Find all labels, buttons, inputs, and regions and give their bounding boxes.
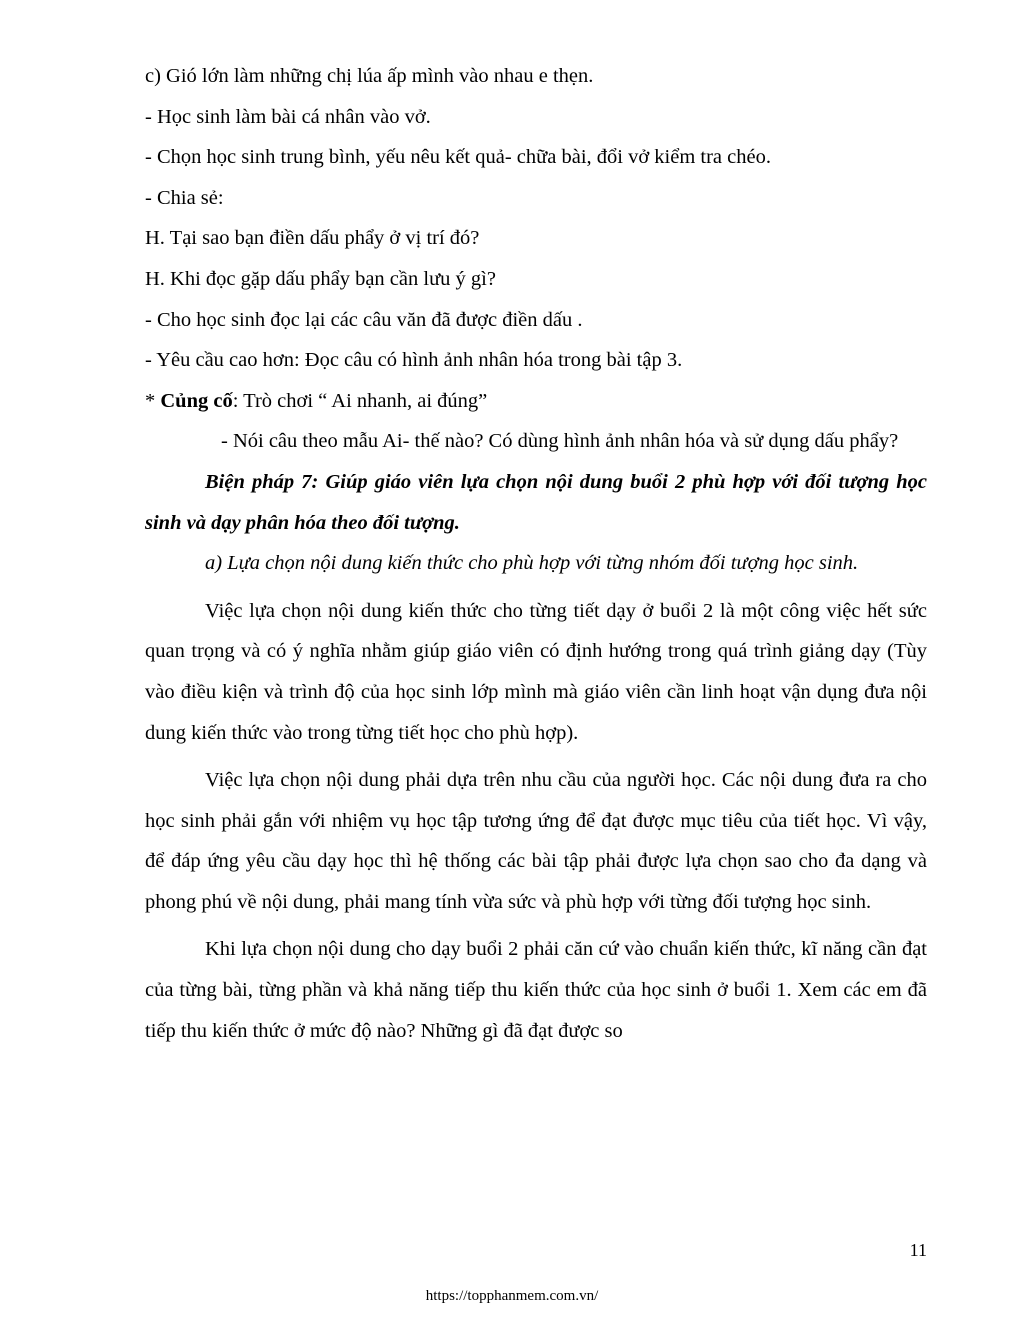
cungco-line: [145, 381, 927, 422]
text-line: H. Khi đọc gặp dấu phẩy bạn cần lưu ý gì?: [145, 267, 496, 290]
text-line: - Chọn học sinh trung bình, yếu nêu kết quả- chữa bài, đổi vở kiểm tra chéo.: [145, 146, 771, 169]
text-line: - Học sinh làm bài cá nhân vào vở.: [145, 105, 431, 128]
body-paragraph: Việc lựa chọn nội dung kiến thức cho từng tiết dạy ở buổi 2 là một công việc hết sức quan trọng và có ý nghĩa nhằm giúp giáo viên có định hướng trong quá trình giảng dạy (Tùy vào điều kiện và trình độ của học sinh lớp mình mà giáo viên cần linh hoạt vận dụng đưa nội dung kiến thức vào trong từng tiết học cho phù hợp).: [145, 599, 927, 744]
body-paragraph: Việc lựa chọn nội dung phải dựa trên nhu cầu của người học. Các nội dung đưa ra cho học sinh phải gắn với nhiệm vụ học tập tương ứng để đạt được mục tiêu của tiết học. Vì vậy, để đáp ứng yêu cầu dạy học thì hệ thống các bài tập phải được lựa chọn sao cho đa dạng và phong phú về nội dung, phải mang tính vừa sức và phù hợp với từng đối tượng học sinh.: [145, 769, 927, 913]
text-line: H. Tại sao bạn điền dấu phẩy ở vị trí đó?: [145, 227, 480, 250]
document-body: [145, 56, 927, 1051]
footer-url[interactable]: https://topphanmem.com.vn/: [425, 1288, 599, 1304]
cungco-prefix: *: [145, 389, 161, 412]
page-number: 11: [909, 1240, 927, 1260]
text-line: - Chia sẻ:: [145, 186, 224, 209]
bien-phap-heading: Biện pháp 7: Giúp giáo viên lựa chọn nội dung buổi 2 phù hợp với đối tượng học sinh và dạy phân hóa theo đối tượng.: [145, 470, 927, 534]
cungco-label: Củng cố: [160, 389, 233, 412]
text-line: - Cho học sinh đọc lại các câu văn đã được điền dấu .: [145, 308, 583, 331]
body-paragraph: Khi lựa chọn nội dung cho dạy buổi 2 phải căn cứ vào chuẩn kiến thức, kĩ năng cần đạt của từng bài, từng phần và khả năng tiếp thu kiến thức của học sinh ở buổi 1. Xem các em đã tiếp thu kiến thức ở mức độ nào? Những gì đã đạt được so: [145, 938, 927, 1042]
subheading-a: a) Lựa chọn nội dung kiến thức cho phù hợp với từng nhóm đối tượng học sinh.: [205, 552, 859, 575]
text-line: c) Gió lớn làm những chị lúa ấp mình vào nhau e thẹn.: [145, 65, 594, 87]
cungco-text: : Trò chơi “ Ai nhanh, ai đúng”: [232, 389, 488, 412]
text-line: - Yêu cầu cao hơn: Đọc câu có hình ảnh nhân hóa trong bài tập 3.: [145, 349, 683, 372]
noi-cau-paragraph: - Nói câu theo mẫu Ai- thế nào? Có dùng hình ảnh nhân hóa và sử dụng dấu phẩy?: [221, 430, 899, 453]
